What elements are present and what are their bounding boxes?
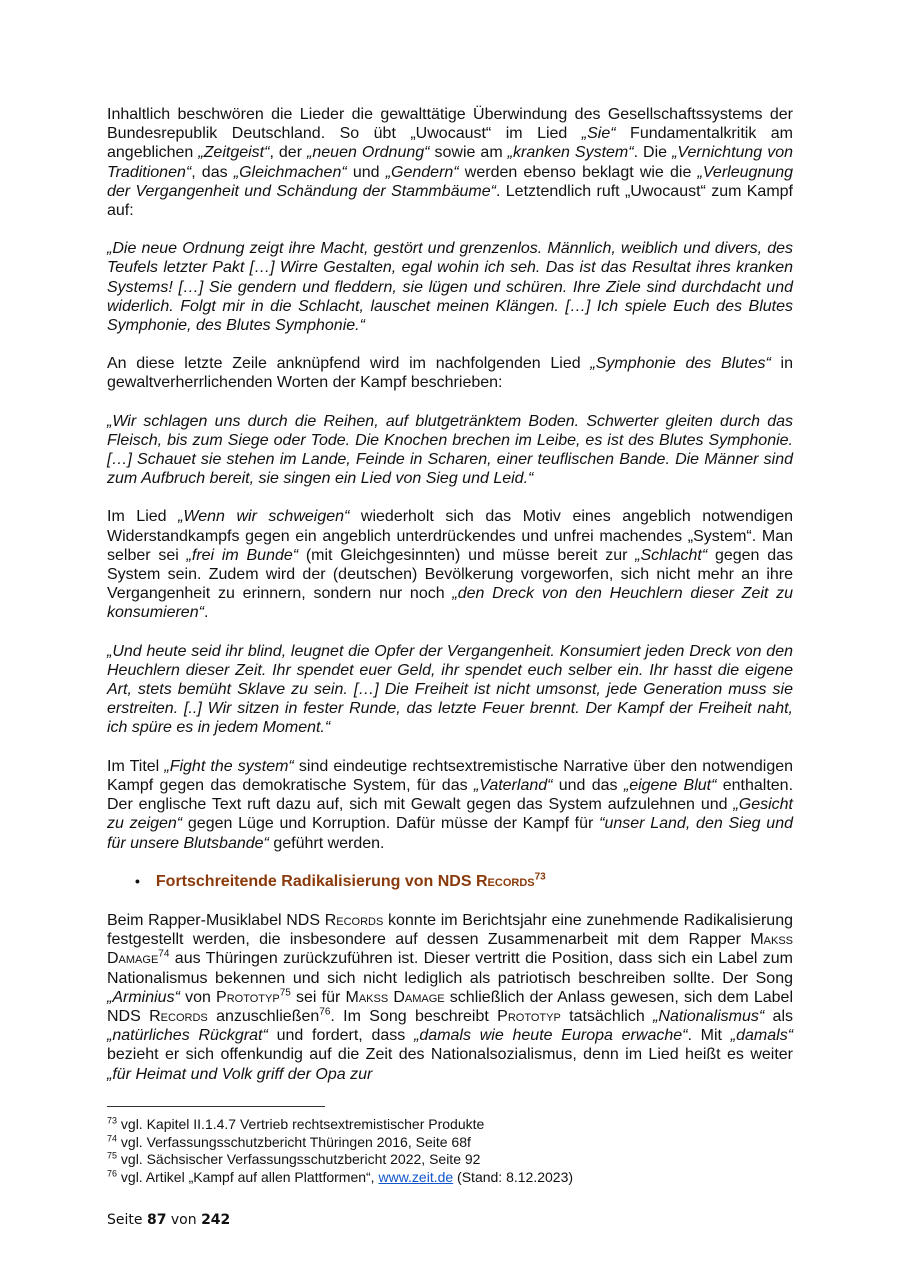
footnote-item: $^{76}$ vgl. Artikel „Kampf auf allen Plattformen“, www.zeit.de (Stand: 8.12.2023) [107, 1167, 574, 1185]
footnote-ref[interactable]: 75 [279, 987, 291, 999]
bullet-icon: • [135, 872, 140, 889]
footnote-item: $^{73}$ vgl. Kapitel II.1.4.7 Vertrieb rechtsextremistischer Produkte [107, 1115, 485, 1132]
footnotes [107, 1116, 793, 1186]
lyrics-quote-schweigen: „Und heute seid ihr blind, leugnet die Opfer der Vergangenheit. Konsumiert jeden Dreck von den Heuchlern dieser Zeit. Ihr spendet euer Geld, ihr spendet euch selber ein. Ihr hasst die eigene Art, stets bemüht Sklave zu sein. […] Die Freiheit ist nicht umsonst, jede Generation muss sie erstreiten. [..] Wir sitzen in fester Runde, das letzte Feuer brennt. Der Kampf der Freiheit naht, ich spüre es in jedem Moment.“ [107, 642, 793, 737]
section-heading [135, 872, 793, 891]
paragraph-nds-records: Beim Rapper-Musiklabel NDS Records konnte im Berichtsjahr eine zunehmende Radikalisierung festgestellt werden, die insbesondere auf dessen Zusammenarbeit mit dem Rapper Makss Damage$^{74}$ aus Thüringen zurückzuführen ist. Dieser vertritt die Position, dass sich ein Label zum Nationalismus bekennen und sich nicht lediglich als patriotisch beschreiben sollte. Der Song „Arminius“ von Prototyp$^{75}$ sei für Makss Damage schließlich der Anlass gewesen, sich dem Label NDS Records anzuschließen$^{76}$. Im Song beschreibt Prototyp tatsächlich „Nationalismus“ als „natürliches Rückgrat“ und fordert, dass „damals wie heute Europa erwache“. Mit „damals“ bezieht er sich offenkundig auf die Zeit des Nationalsozialismus, denn im Lied heißt es weiter „für Heimat und Volk griff der Opa zur [107, 911, 794, 1083]
paragraph-uwocaust: Inhaltlich beschwören die Lieder die gewalttätige Überwindung des Gesellschaftssystems der Bundesrepublik Deutschland. So übt „Uwocaust“ im Lied „Sie“ Fundamentalkritik am angeblichen „Zeitgeist“, der „neuen Ordnung“ sowie am „kranken System“. Die „Vernichtung von Traditionen“, das „Gleichmachen“ und „Gendern“ werden ebenso beklagt wie die „Verleugnung der Vergangenheit und Schändung der Stammbäume“. Letztendlich ruft „Uwocaust“ zum Kampf auf: [107, 106, 794, 220]
lyrics-quote-symphonie: „Wir schlagen uns durch die Reihen, auf blutgetränktem Boden. Schwerter gleiten durch das Fleisch, bis zum Siege oder Tode. Die Knochen brechen im Leibe, es ist des Blutes Symphonie. […] Schauet sie stehen im Lande, Feinde in Scharen, einer teuflischen Bande. Die Männer sind zum Aufbruch bereit, sie singen ein Lied von Sieg und Leid.“ [107, 412, 793, 488]
zeit-link[interactable]: www.zeit.de [378, 1168, 454, 1185]
footnote-item: $^{75}$ vgl. Sächsischer Verfassungsschutzbericht 2022, Seite 92 [107, 1150, 481, 1167]
body-text [107, 105, 793, 1084]
paragraph-fight-the-system: Im Titel „Fight the system“ sind eindeutige rechtsextremistische Narrative über den notwendigen Kampf gegen das demokratische System, für das „Vaterland“ und das „eigene Blut“ enthalten. Der englische Text ruft dazu auf, sich mit Gewalt gegen das System aufzulehnen und „Gesicht zu zeigen“ gegen Lüge und Korruption. Dafür müsse der Kampf für “unser Land, den Sieg und für unsere Blutsbande“ geführt werden. [107, 757, 794, 852]
footnote-ref[interactable]: 76 [319, 1006, 331, 1018]
lyrics-quote-sie: „Die neue Ordnung zeigt ihre Macht, gestört und grenzenlos. Männlich, weiblich und divers, des Teufels letzter Pakt […] Wirre Gestalten, egal wohin ich seh. Das ist das Resultat ihres kranken Systems! […] Sie gendern und fleddern, sie lügen und schüren. Ihre Ziele sind durchdacht und widerlich. Folgt mir in die Schlacht, lauschet meinen Klängen. […] Ich spiele Euch des Blutes Symphonie, des Blutes Symphonie.“ [107, 240, 793, 335]
paragraph-symphonie: An diese letzte Zeile anknüpfend wird im nachfolgenden Lied „Symphonie des Blutes“ in gewaltverherrlichenden Worten der Kampf beschrieben: [107, 355, 794, 392]
paragraph-schweigen: Im Lied „Wenn wir schweigen“ wiederholt sich das Motiv eines angeblich notwendigen Widerstandkampfs gegen ein angeblich unterdrückendes und unfrei machendes „System“. Man selber sei „frei im Bunde“ (mit Gleichgesinnten) und müsse bereit zur „Schlacht“ gegen das System sein. Zudem wird der (deutschen) Bevölkerung vorgeworfen, sich nicht mehr an ihre Vergangenheit zu erinnern, sondern nur noch „den Dreck von den Heuchlern dieser Zeit zu konsumieren“. [107, 508, 794, 622]
page-number: Seite 87 von 242 [107, 1212, 231, 1228]
footnote-separator [107, 1106, 325, 1107]
footnote-item: $^{74}$ vgl. Verfassungsschutzbericht Thüringen 2016, Seite 68f [107, 1132, 471, 1150]
footnote-ref[interactable]: 74 [158, 948, 170, 960]
section-heading-text: Fortschreitende Radikalisierung von NDS Records$^{73}$ [155, 871, 546, 890]
footnote-ref[interactable]: 73 [534, 871, 546, 883]
